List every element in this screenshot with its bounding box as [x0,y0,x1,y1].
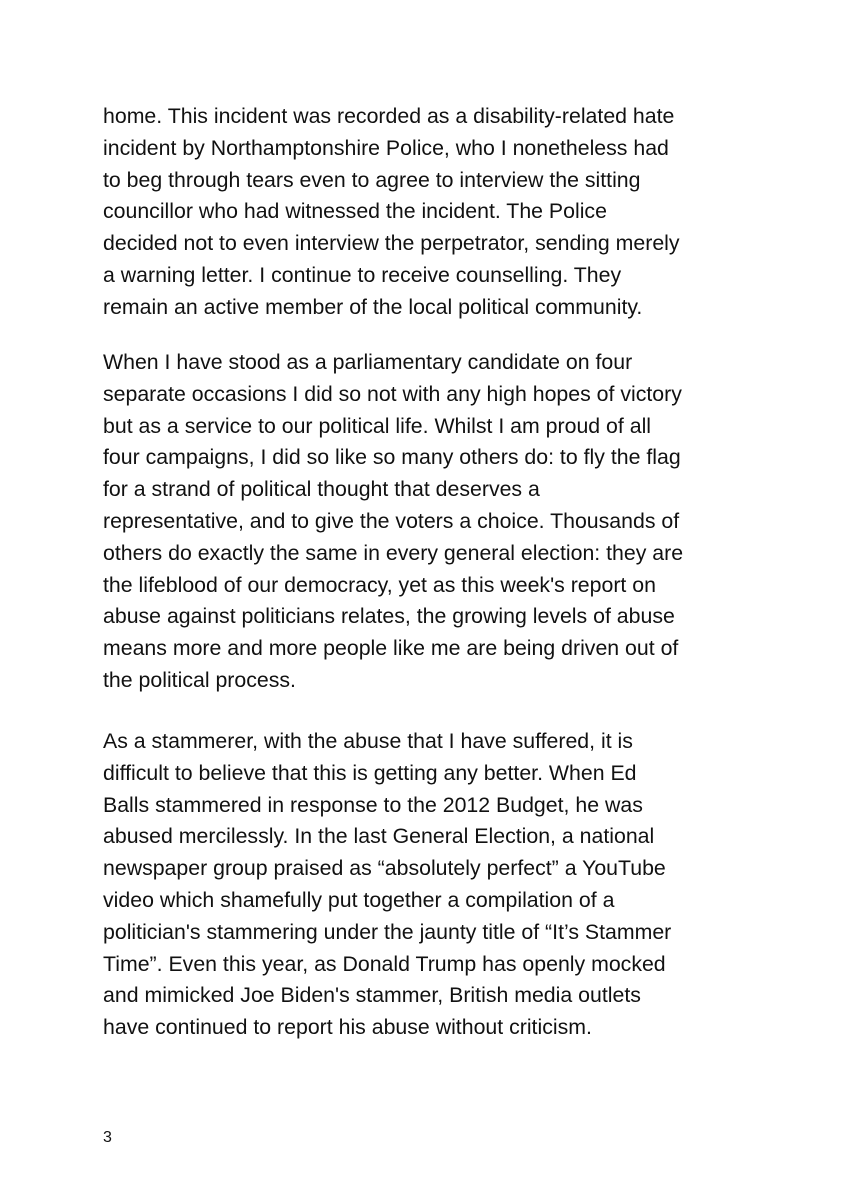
paragraph-parliamentary-candidate [103,347,763,697]
text-line: remain an active member of the local political community. [103,294,643,319]
text-line: councillor who had witnessed the incident. The Police [103,199,607,224]
text-line: and mimicked Joe Biden's stammer, British media outlets [103,983,641,1008]
text-line: home. This incident was recorded as a disability-related hate [103,104,675,128]
text-line: to beg through tears even to agree to interview the sitting [103,167,641,192]
paragraph-stammerer [103,726,763,1044]
page-number: 3 [103,1129,112,1146]
text-line: When I have stood as a parliamentary candidate on four [103,350,633,374]
text-line: Balls stammered in response to the 2012 Budget, he was [103,792,643,817]
text-line: a warning letter. I continue to receive counselling. They [103,262,622,287]
text-line: others do exactly the same in every general election: they are [103,540,684,565]
text-line: for a strand of political thought that deserves a [103,477,540,502]
text-line: four campaigns, I did so like so many others do: to fly the flag [103,445,681,470]
text-line: the lifeblood of our democracy, yet as this week's report on [103,572,656,597]
text-line: newspaper group praised as “absolutely perfect” a YouTube [103,856,666,881]
text-line: the political process. [103,667,296,692]
text-line: politician's stammering under the jaunty title of “It’s Stammer [103,919,672,944]
text-line: As a stammerer, with the abuse that I have suffered, it is [103,729,633,753]
text-line: incident by Northamptonshire Police, who I nonetheless had [103,135,669,160]
text-line: means more and more people like me are being driven out of [103,636,679,661]
text-line: representative, and to give the voters a choice. Thousands of [103,508,680,533]
text-line: video which shamefully put together a compilation of a [103,887,615,912]
text-line: abused mercilessly. In the last General Election, a national [103,824,655,849]
text-line: difficult to believe that this is getting any better. When Ed [103,760,637,785]
text-line: abuse against politicians relates, the growing levels of abuse [103,604,675,629]
text-line: Time”. Even this year, as Donald Trump has openly mocked [103,951,666,976]
text-line: but as a service to our political life. Whilst I am proud of all [103,413,652,438]
paragraph-hate-incident [103,101,763,324]
text-line: have continued to report his abuse without criticism. [103,1015,592,1040]
text-line: separate occasions I did so not with any high hopes of victory [103,381,682,406]
text-line: decided not to even interview the perpetrator, sending merely [103,231,680,256]
